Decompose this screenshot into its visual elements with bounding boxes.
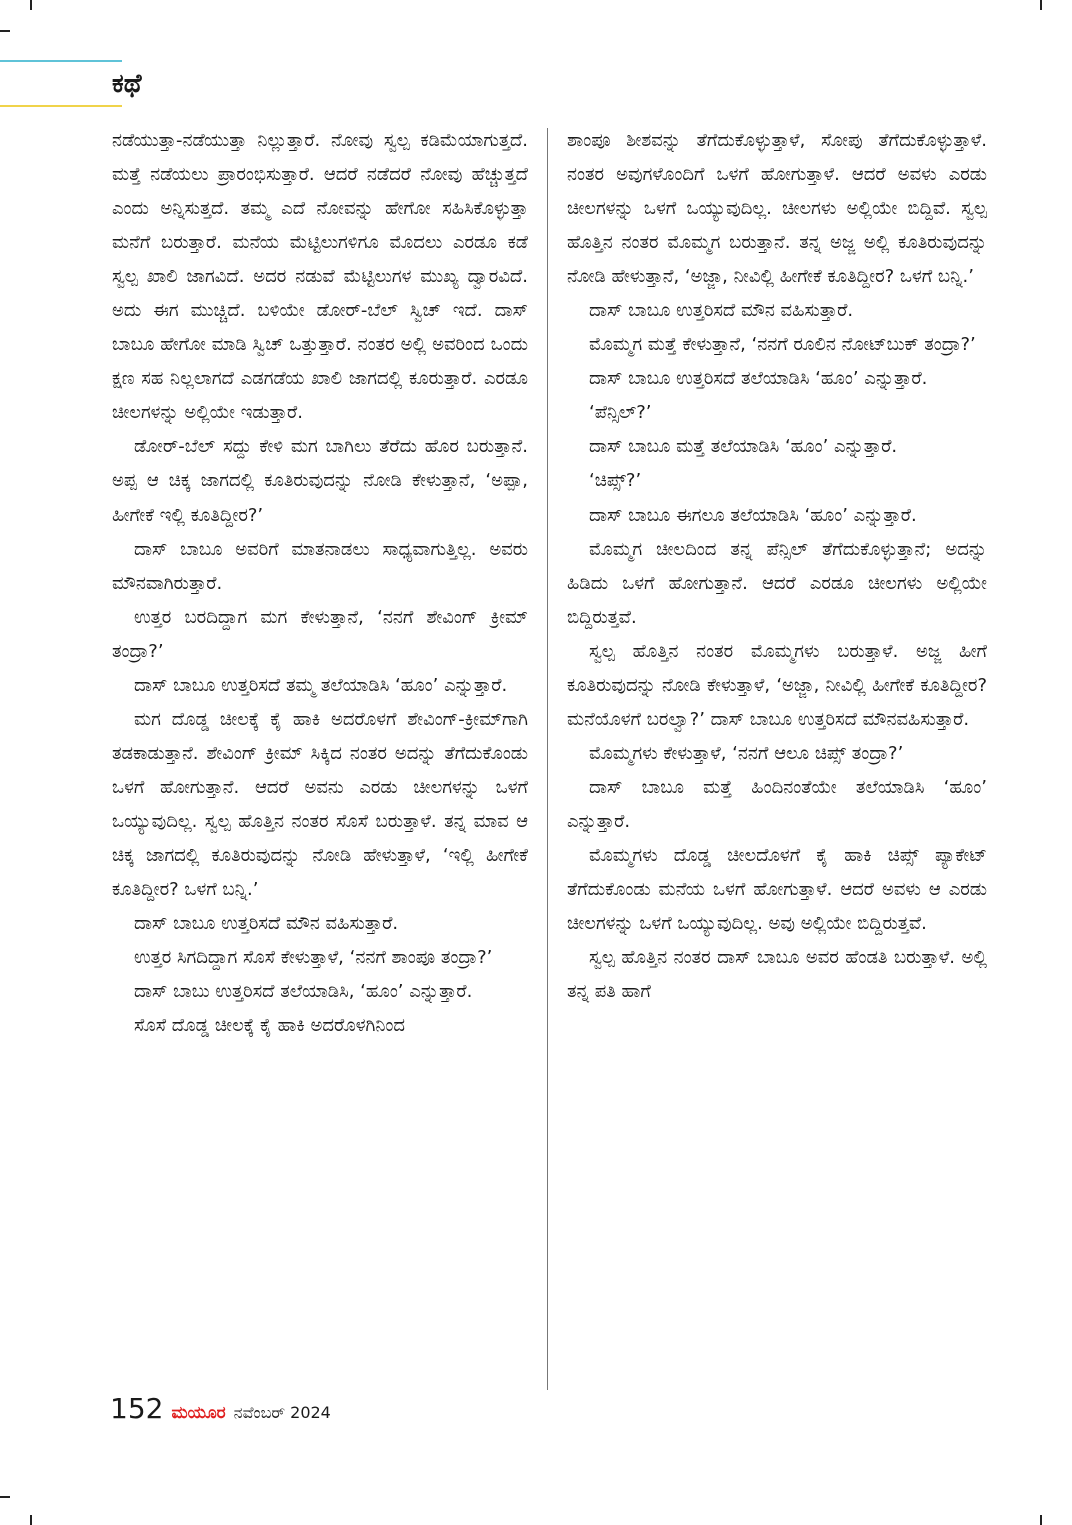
crop-mark (0, 1496, 10, 1498)
magazine-logo: ಮಯೂರ (171, 1403, 226, 1423)
crop-mark (30, 0, 32, 10)
paragraph: ‘ಪೆನ್ಸಿಲ್?’ (589, 402, 652, 424)
paragraph: ಸ್ವಲ್ಪ ಹೊತ್ತಿನ ನಂತರ ಮೊಮ್ಮಗಳು ಬರುತ್ತಾಳೆ. ಅಜ್ಜ ಹೀಗೆ ಕೂತಿರುವುದನ್ನು ನೋಡಿ ಕೇಳುತ್ತಾಳೆ, ‘ಅಜ್ಜಾ, ನೀವಿಲ್ಲಿ ಹೀಗೇಕೆ ಕೂತಿದ್ದೀರ? ಮನೆಯೊಳಗೆ ಬರಲ್ವಾ?’ ದಾಸ್ ಬಾಬೂ ಉತ್ತರಿಸದೆ ಮೌನವಹಿಸುತ್ತಾರೆ. (567, 640, 987, 730)
paragraph: ಉತ್ತರ ಸಿಗದಿದ್ದಾಗ ಸೊಸೆ ಕೇಳುತ್ತಾಳೆ, ‘ನನಗೆ ಶಾಂಪೂ ತಂದ್ರಾ?’ (134, 947, 493, 969)
crop-mark (1040, 1515, 1042, 1525)
crop-mark (1040, 0, 1042, 10)
paragraph: ದಾಸ್ ಬಾಬೂ ಮತ್ತೆ ತಲೆಯಾಡಿಸಿ ‘ಹೂಂ’ ಎನ್ನುತ್ತಾರೆ. (589, 436, 898, 458)
page-number: 152 (110, 1392, 164, 1425)
header-rule-bottom (0, 105, 122, 107)
paragraph: ದಾಸ್ ಬಾಬೂ ಉತ್ತರಿಸದೆ ಮೌನ ವಹಿಸುತ್ತಾರೆ. (589, 300, 854, 322)
header-rule-top (0, 60, 122, 62)
paragraph: ಮಗ ದೊಡ್ಡ ಚೀಲಕ್ಕೆ ಕೈ ಹಾಕಿ ಅದರೊಳಗೆ ಶೇವಿಂಗ್-ಕ್ರೀಮ್‌ಗಾಗಿ ತಡಕಾಡುತ್ತಾನೆ. ಶೇವಿಂಗ್ ಕ್ರೀಮ್ ಸಿಕ್ಕಿದ ನಂತರ ಅದನ್ನು ತೆಗೆದುಕೊಂಡು ಒಳಗೆ ಹೋಗುತ್ತಾನೆ. ಆದರೆ ಅವನು ಎರಡು ಚೀಲಗಳನ್ನು ಒಳಗೆ ಒಯ್ಯುವುದಿಲ್ಲ. ಸ್ವಲ್ಪ ಹೊತ್ತಿನ ನಂತರ ಸೊಸೆ ಬರುತ್ತಾಳೆ. ತನ್ನ ಮಾವ ಆ ಚಿಕ್ಕ ಜಾಗದಲ್ಲಿ ಕೂತಿರುವುದನ್ನು ನೋಡಿ ಹೇಳುತ್ತಾಳೆ, ‘ಇಲ್ಲಿ ಹೀಗೇಕೆ ಕೂತಿದ್ದೀರ? ಒಳಗೆ ಬನ್ನಿ.’ (112, 708, 528, 901)
paragraph: ಮೊಮ್ಮಗ ಮತ್ತೆ ಕೇಳುತ್ತಾನೆ, ‘ನನಗೆ ರೂಲಿನ ನೋಟ್‌ಬುಕ್ ತಂದ್ರಾ?’ (589, 334, 976, 356)
issue-date: ನವೆಂಬರ್ 2024 (233, 1403, 331, 1422)
paragraph: ಶಾಂಪೂ ಶೀಶವನ್ನು ತೆಗೆದುಕೊಳ್ಳುತ್ತಾಳೆ, ಸೋಪು ತೆಗೆದುಕೊಳ್ಳುತ್ತಾಳೆ. ನಂತರ ಅವುಗಳೊಂದಿಗೆ ಒಳಗೆ ಹೋಗುತ್ತಾಳೆ. ಆದರೆ ಅವಳು ಎರಡು ಚೀಲಗಳನ್ನು ಒಳಗೆ ಒಯ್ಯುವುದಿಲ್ಲ. ಚೀಲಗಳು ಅಲ್ಲಿಯೇ ಬಿದ್ದಿವೆ. ಸ್ವಲ್ಪ ಹೊತ್ತಿನ ನಂತರ ಮೊಮ್ಮಗ ಬರುತ್ತಾನೆ. ತನ್ನ ಅಜ್ಜ ಅಲ್ಲಿ ಕೂತಿರುವುದನ್ನು ನೋಡಿ ಹೇಳುತ್ತಾನೆ, ‘ಅಜ್ಜಾ, ನೀವಿಲ್ಲಿ ಹೀಗೇಕೆ ಕೂತಿದ್ದೀರ? ಒಳಗೆ ಬನ್ನಿ.’ (567, 130, 987, 288)
paragraph: ಮೊಮ್ಮಗ ಚೀಲದಿಂದ ತನ್ನ ಪೆನ್ಸಿಲ್ ತೆಗೆದುಕೊಳ್ಳುತ್ತಾನೆ; ಅದನ್ನು ಹಿಡಿದು ಒಳಗೆ ಹೋಗುತ್ತಾನೆ. ಆದರೆ ಎರಡೂ ಚೀಲಗಳು ಅಲ್ಲಿಯೇ ಬಿದ್ದಿರುತ್ತವೆ. (567, 538, 987, 628)
column-divider (547, 128, 548, 1390)
paragraph: ಮೊಮ್ಮಗಳು ಕೇಳುತ್ತಾಳೆ, ‘ನನಗೆ ಆಲೂ ಚಿಪ್ಸ್ ತಂದ್ರಾ?’ (589, 742, 904, 764)
paragraph: ದಾಸ್ ಬಾಬೂ ಉತ್ತರಿಸದೆ ತಮ್ಮ ತಲೆಯಾಡಿಸಿ ‘ಹೂಂ’ ಎನ್ನುತ್ತಾರೆ. (134, 674, 508, 696)
paragraph: ಡೋರ್-ಬೆಲ್ ಸದ್ದು ಕೇಳಿ ಮಗ ಬಾಗಿಲು ತೆರೆದು ಹೊರ ಬರುತ್ತಾನೆ. ಅಪ್ಪ ಆ ಚಿಕ್ಕ ಜಾಗದಲ್ಲಿ ಕೂತಿರುವುದನ್ನು ನೋಡಿ ಕೇಳುತ್ತಾನೆ, ‘ಅಪ್ಪಾ, ಹೀಗೇಕೆ ಇಲ್ಲಿ ಕೂತಿದ್ದೀರ?’ (112, 436, 528, 526)
section-title: ಕಥೆ (112, 69, 142, 99)
paragraph: ಸೊಸೆ ದೊಡ್ಡ ಚೀಲಕ್ಕೆ ಕೈ ಹಾಕಿ ಅದರೊಳಗಿನಿಂದ (134, 1015, 405, 1037)
paragraph: ದಾಸ್ ಬಾಬೂ ಉತ್ತರಿಸದೆ ಮೌನ ವಹಿಸುತ್ತಾರೆ. (134, 913, 399, 935)
paragraph: ನಡೆಯುತ್ತಾ-ನಡೆಯುತ್ತಾ ನಿಲ್ಲುತ್ತಾರೆ. ನೋವು ಸ್ವಲ್ಪ ಕಡಿಮೆಯಾಗುತ್ತದೆ. ಮತ್ತೆ ನಡೆಯಲು ಪ್ರಾರಂಭಿಸುತ್ತಾರೆ. ಆದರೆ ನಡೆದರೆ ನೋವು ಹೆಚ್ಚುತ್ತದೆ ಎಂದು ಅನ್ನಿಸುತ್ತದೆ. ತಮ್ಮ ಎದೆ ನೋವನ್ನು ಹೇಗೋ ಸಹಿಸಿಕೊಳ್ಳುತ್ತಾ ಮನೆಗೆ ಬರುತ್ತಾರೆ. ಮನೆಯ ಮೆಟ್ಟಿಲುಗಳಿಗೂ ಮೊದಲು ಎರಡೂ ಕಡೆ ಸ್ವಲ್ಪ ಖಾಲಿ ಜಾಗವಿದೆ. ಅದರ ನಡುವೆ ಮೆಟ್ಟಿಲುಗಳ ಮುಖ್ಯ ದ್ವಾರವಿದೆ. ಅದು ಈಗ ಮುಚ್ಚಿದೆ. ಬಳಿಯೇ ಡೋರ್-ಬೆಲ್ ಸ್ವಿಚ್ ಇದೆ. ದಾಸ್ ಬಾಬೂ ಹೇಗೋ ಮಾಡಿ ಸ್ವಿಚ್ ಒತ್ತುತ್ತಾರೆ. ನಂತರ ಅಲ್ಲಿ ಅವರಿಂದ ಒಂದು ಕ್ಷಣ ಸಹ ನಿಲ್ಲಲಾಗದೆ ಎಡಗಡೆಯ ಖಾಲಿ ಜಾಗದಲ್ಲಿ ಕೂರುತ್ತಾರೆ. ಎರಡೂ ಚೀಲಗಳನ್ನು ಅಲ್ಲಿಯೇ ಇಡುತ್ತಾರೆ. (112, 130, 528, 424)
crop-mark (30, 1515, 32, 1525)
paragraph: ಮೊಮ್ಮಗಳು ದೊಡ್ಡ ಚೀಲದೊಳಗೆ ಕೈ ಹಾಕಿ ಚಿಪ್ಸ್ ಪ್ಯಾಕೇಟ್ ತೆಗೆದುಕೊಂಡು ಮನೆಯ ಒಳಗೆ ಹೋಗುತ್ತಾಳೆ. ಆದರೆ ಅವಳು ಆ ಎರಡು ಚೀಲಗಳನ್ನು ಒಳಗೆ ಒಯ್ಯುವುದಿಲ್ಲ. ಅವು ಅಲ್ಲಿಯೇ ಬಿದ್ದಿರುತ್ತವೆ. (567, 844, 987, 935)
paragraph: ದಾಸ್ ಬಾಬೂ ಮತ್ತೆ ಹಿಂದಿನಂತೆಯೇ ತಲೆಯಾಡಿಸಿ ‘ಹೂಂ’ ಎನ್ನುತ್ತಾರೆ. (567, 776, 987, 832)
paragraph: ದಾಸ್ ಬಾಬೂ ಉತ್ತರಿಸದೆ ತಲೆಯಾಡಿಸಿ ‘ಹೂಂ’ ಎನ್ನುತ್ತಾರೆ. (589, 368, 928, 390)
page-footer (110, 1392, 331, 1428)
crop-mark (0, 30, 10, 32)
paragraph: ದಾಸ್ ಬಾಬು ಉತ್ತರಿಸದೆ ತಲೆಯಾಡಿಸಿ, ‘ಹೂಂ’ ಎನ್ನುತ್ತಾರೆ. (134, 981, 473, 1003)
paragraph: ಉತ್ತರ ಬರದಿದ್ದಾಗ ಮಗ ಕೇಳುತ್ತಾನೆ, ‘ನನಗೆ ಶೇವಿಂಗ್ ಕ್ರೀಮ್ ತಂದ್ರಾ?’ (112, 606, 528, 662)
paragraph: ಸ್ವಲ್ಪ ಹೊತ್ತಿನ ನಂತರ ದಾಸ್ ಬಾಬೂ ಅವರ ಹೆಂಡತಿ ಬರುತ್ತಾಳೆ. ಅಲ್ಲಿ ತನ್ನ ಪತಿ ಹಾಗೆ (567, 947, 987, 1003)
right-column (567, 124, 987, 1009)
left-column (112, 124, 528, 1043)
paragraph: ದಾಸ್ ಬಾಬೂ ಅವರಿಗೆ ಮಾತನಾಡಲು ಸಾಧ್ಯವಾಗುತ್ತಿಲ್ಲ. ಅವರು ಮೌನವಾಗಿರುತ್ತಾರೆ. (112, 538, 528, 594)
paragraph: ದಾಸ್ ಬಾಬೂ ಈಗಲೂ ತಲೆಯಾಡಿಸಿ ‘ಹೂಂ’ ಎನ್ನುತ್ತಾರೆ. (589, 504, 917, 526)
paragraph: ‘ಚಿಪ್ಸ್?’ (589, 470, 642, 492)
